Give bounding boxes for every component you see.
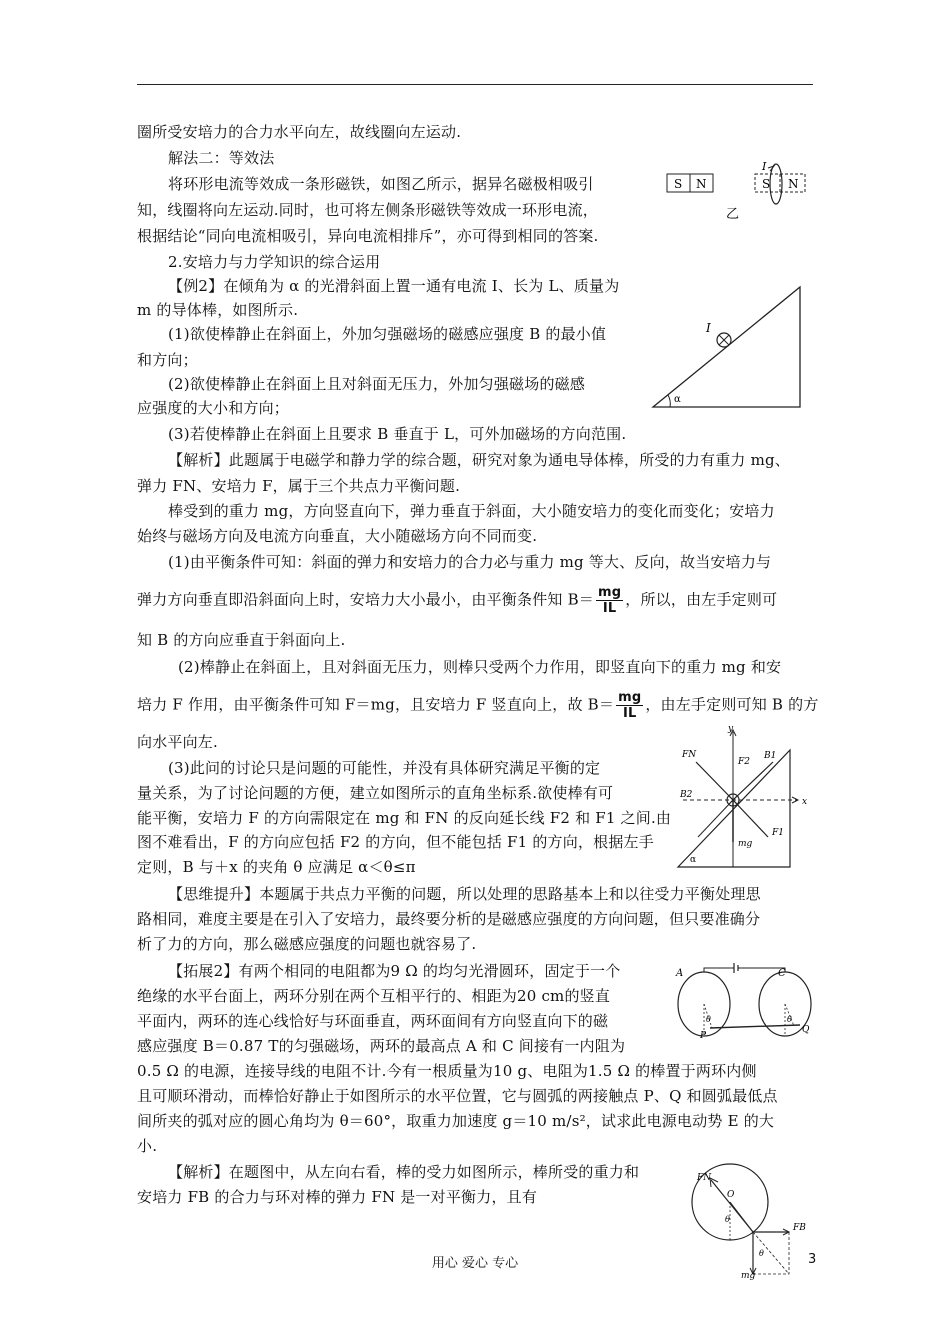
text-line: (1)欲使棒静止在斜面上，外加匀强磁场的磁感应强度 B 的最小值 <box>168 325 607 343</box>
text-line: 小. <box>137 1137 158 1155</box>
text-line: 安培力 FB 的合力与环对棒的弹力 FN 是一对平衡力，且有 <box>137 1188 538 1206</box>
theta-top-label: θ <box>725 1215 730 1224</box>
text-line: 【例2】在倾角为 α 的光滑斜面上置一通有电流 I、长为 L、质量为 <box>168 277 620 295</box>
text-line: 【解析】在题图中，从左向右看，棒的受力如图所示，棒所受的重力和 <box>168 1163 640 1181</box>
text-line: 知，线圈将向左运动.同时，也可将左侧条形磁铁等效成一环形电流， <box>137 201 598 219</box>
text-line: 0.5 Ω 的电源，连接导线的电阻不计.今有一根质量为10 g、电阻为1.5 Ω 的棒置于两环内侧 <box>137 1062 757 1080</box>
mg-label: mg <box>738 839 753 849</box>
b1-label: B1 <box>764 751 777 761</box>
text-line: 根据结论“同向电流相吸引，异向电流相排斥”，亦可得到相同的答案. <box>137 227 599 245</box>
fn-arrow <box>696 762 733 800</box>
fn-label: FN <box>682 750 697 760</box>
text-line: 圈所受安培力的合力水平向左，故线圈向左运动. <box>137 123 462 141</box>
b1-arrow <box>733 762 773 800</box>
fraction <box>616 690 643 721</box>
b2-label: B2 <box>680 790 693 800</box>
wire-left <box>704 968 734 972</box>
fb-label: FB <box>793 1223 806 1233</box>
fn-label: FN <box>697 1173 712 1183</box>
text-span: ，所以，由左手定则可 <box>625 590 778 609</box>
text-line: 量关系，为了讨论问题的方便，建立如图所示的直角坐标系.欲使棒有可 <box>137 784 614 802</box>
magnet-n-label: N <box>696 177 707 191</box>
text-line: 【拓展2】有两个相同的电阻都为9 Ω 的均匀光滑圆环，固定于一个 <box>168 962 621 980</box>
text-line: 将环形电流等效成一条形磁铁，如图乙所示，据异名磁极相吸引 <box>168 175 594 193</box>
incline-angle-label: α <box>674 394 681 405</box>
text-line: 绝缘的水平台面上，两环分别在两个互相平行的、相距为20 cm的竖直 <box>137 987 611 1005</box>
magnet-ring-figure <box>662 160 812 222</box>
text-line: 向水平向左. <box>137 733 218 751</box>
text-span: 弹力方向垂直即沿斜面向上时，安培力大小最小，由平衡条件知 B＝ <box>137 590 594 609</box>
text-line: 棒受到的重力 mg，方向竖直向下，弹力垂直于斜面，大小随安培力的变化而变化；安培力 <box>168 502 775 520</box>
diag-line <box>698 800 733 837</box>
text-line: (3)若使棒静止在斜面上且要求 B 垂直于 L，可外加磁场的方向范围. <box>168 425 627 443</box>
coords-angle-label: α <box>690 855 697 865</box>
page-number: 3 <box>808 1252 817 1267</box>
header-rule <box>137 84 813 85</box>
ring-s-label: S <box>762 177 771 191</box>
mg-label: mg <box>741 1271 756 1281</box>
text-line: (2)棒静止在斜面上，且对斜面无压力，则棒只受两个力作用，即竖直向下的重力 mg 和安 <box>178 658 782 676</box>
text-line: 且可顺环滑动，而棒恰好静止于如图所示的水平位置，它与圆弧的两接触点 P、Q 和圆弧最低点 <box>137 1087 778 1105</box>
fn-arrow <box>711 1180 753 1232</box>
fraction-denominator: IL <box>622 706 637 721</box>
text-line: 定则，B 与＋x 的夹角 θ 应满足 α＜θ≤π <box>137 858 416 876</box>
fn-arrow-icon <box>710 1178 718 1187</box>
text-line: 路相同，难度主要是在引入了安培力，最终要分析的是磁感应强度的方向问题，但只要准确分 <box>137 910 761 928</box>
incline-figure <box>648 282 808 412</box>
point-q-label: Q <box>802 1025 810 1035</box>
f2-label: F2 <box>738 757 750 767</box>
text-line: 能平衡，安培力 F 的方向需限定在 mg 和 FN 的反向延长线 F2 和 F1 之间.由 <box>137 809 672 827</box>
f1-label: F1 <box>772 828 784 838</box>
incline-current-label: I <box>706 321 711 335</box>
two-rings-figure <box>672 962 817 1040</box>
magnet-s-label: S <box>674 177 683 191</box>
text-line: 弹力 FN、安培力 F，属于三个共点力平衡问题. <box>137 477 461 495</box>
force-coordinate-figure <box>668 722 813 872</box>
fraction <box>596 585 623 616</box>
fraction-numerator: mg <box>598 585 622 600</box>
figure-caption: 乙 <box>726 207 740 222</box>
text-line: 间所夹的弧对应的圆心角均为 θ＝60°，取重力加速度 g＝10 m/s²，试求此电源电动势 E 的大 <box>137 1112 775 1130</box>
section-heading: 2.安培力与力学知识的综合运用 <box>168 253 381 271</box>
page-footer: 用心 爱心 专心 <box>431 1256 519 1271</box>
x-label: x <box>802 797 808 807</box>
text-line: 始终与磁场方向及电流方向垂直，大小随磁场方向不同而变. <box>137 527 538 545</box>
text-line: (2)欲使棒静止在斜面上且对斜面无压力，外加匀强磁场的磁感 <box>168 375 586 393</box>
y-label: y <box>728 724 734 734</box>
text-line: 知 B 的方向应垂直于斜面向上. <box>137 631 346 649</box>
text-line: 【思维提升】本题属于共点力平衡的问题，所以处理的思路基本上和以往受力平衡处理思 <box>168 885 761 903</box>
text-line: 解法二：等效法 <box>168 149 275 167</box>
text-line: m 的导体棒，如图所示. <box>137 301 299 319</box>
text-span: 培力 F 作用，由平衡条件可知 F＝mg，且安培力 F 竖直向上，故 B＝ <box>137 695 615 714</box>
text-line: 【解析】此题属于电磁学和静力学的综合题，研究对象为通电导体棒，所受的力有重力 mg、 <box>168 451 790 469</box>
text-line: 应强度的大小和方向； <box>137 399 290 417</box>
theta-bottom-label: θ <box>759 1249 764 1258</box>
fraction-denominator: IL <box>602 601 617 616</box>
text-line: 图不难看出，F 的方向应包括 F2 的方向，但不能包括 F1 的方向，根据左手 <box>137 833 654 851</box>
angle-arc <box>668 395 670 407</box>
text-line <box>137 585 777 616</box>
text-line: (3)此问的讨论只是问题的可能性，并没有具体研究满足平衡的定 <box>168 759 601 777</box>
text-line <box>137 690 819 721</box>
current-arrow-icon <box>768 166 774 171</box>
ring-current-label: I <box>762 160 767 173</box>
theta-left-label: θ <box>706 1015 711 1024</box>
text-line: 析了力的方向，那么磁感应强度的问题也就容易了. <box>137 935 477 953</box>
theta-right-label: θ <box>787 1015 792 1024</box>
point-p-label: P <box>700 1031 707 1040</box>
ring-n-label: N <box>788 177 799 191</box>
f1-arrow <box>733 800 768 837</box>
text-line: (1)由平衡条件可知：斜面的弹力和安培力的合力必与重力 mg 等大、反向，故当安培力与 <box>168 553 772 571</box>
center-o-label: O <box>727 1190 735 1200</box>
incline-triangle <box>678 750 790 867</box>
point-c-label: C <box>778 968 786 979</box>
text-line: 感应强度 B＝0.87 T的匀强磁场，两环的最高点 A 和 C 间接有一内阻为 <box>137 1037 626 1055</box>
text-line: 平面内，两环的连心线恰好与环面垂直，两环面间有方向竖直向下的磁 <box>137 1012 609 1030</box>
text-span: ，由左手定则可知 B 的方 <box>645 695 819 714</box>
fraction-numerator: mg <box>618 690 642 705</box>
point-a-label: A <box>676 968 684 979</box>
text-line: 和方向； <box>137 351 198 369</box>
